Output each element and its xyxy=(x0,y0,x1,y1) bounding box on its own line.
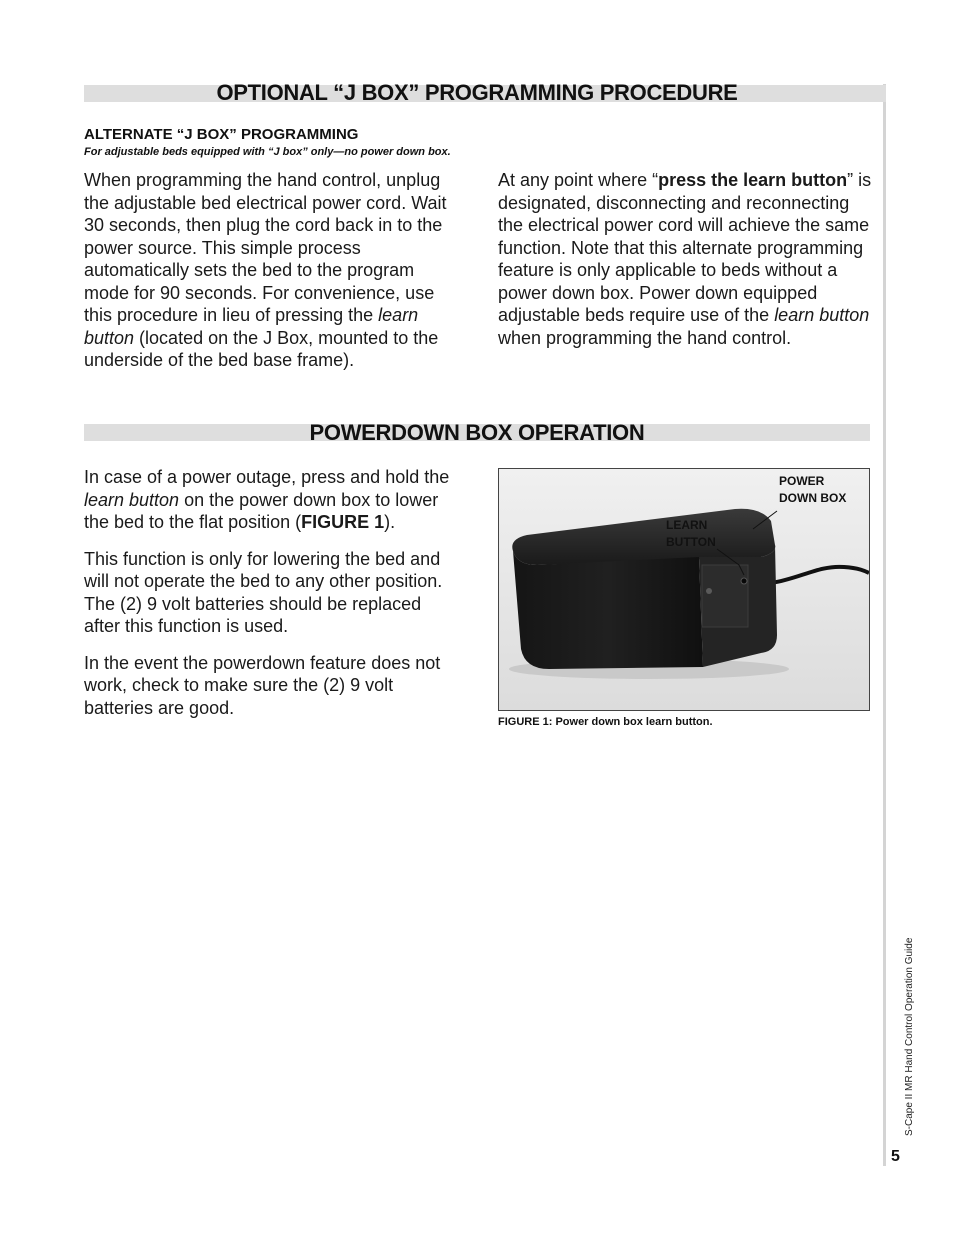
powerdown-paragraph-2: This function is only for lowering the bed and will not operate the bed to any other position. The (2) 9 volt batteries should be replaced after this function is used. xyxy=(84,548,443,636)
section-title-powerdown: POWERDOWN BOX OPERATION xyxy=(309,420,645,445)
figure-power-down-box xyxy=(498,468,870,711)
figure-caption: FIGURE 1: Power down box learn button. xyxy=(498,716,713,728)
powerdown-paragraph-3: In the event the powerdown feature does not work, check to make sure the (2) 9 volt batteries are good. xyxy=(84,652,441,718)
page-right-rule xyxy=(883,84,886,1166)
powerdown-text xyxy=(84,466,460,733)
guide-title-vertical: S-Cape II MR Hand Control Operation Guide xyxy=(904,937,915,1136)
jbox-paragraph-left: When programming the hand control, unplug the adjustable bed electrical power cord. Wait 30 seconds, then plug the cord back in to the power source. This simple process automatically sets the bed to the program mode for 90 seconds. For convenience, use this procedure in lieu of pressing the learn button (located on the J Box, mounted to the underside of the bed base frame). xyxy=(84,170,447,370)
jbox-paragraph-right: At any point where “press the learn button” is designated, disconnecting and reconnecting the electrical power cord will achieve the same function. Note that this alternate programming feature is only applicable to beds without a power down box. Power down equipped adjustable beds require use of the learn button when programming the hand control. xyxy=(498,170,872,348)
section-title-jbox: OPTIONAL “J BOX” PROGRAMMING PROCEDURE xyxy=(216,80,738,105)
page-number: 5 xyxy=(891,1148,900,1165)
powerdown-paragraph-1: In case of a power outage, press and hold the learn button on the power down box to lower the bed to the flat position (FIGURE 1). xyxy=(84,467,450,532)
subheading-alternate-programming: ALTERNATE “J BOX” PROGRAMMING xyxy=(84,126,359,143)
label-power-down-box: POWER DOWN BOX xyxy=(779,474,847,505)
label-learn-button: LEARN BUTTON xyxy=(666,518,716,549)
subheading-note: For adjustable beds equipped with “J box” only—no power down box. xyxy=(84,146,451,158)
